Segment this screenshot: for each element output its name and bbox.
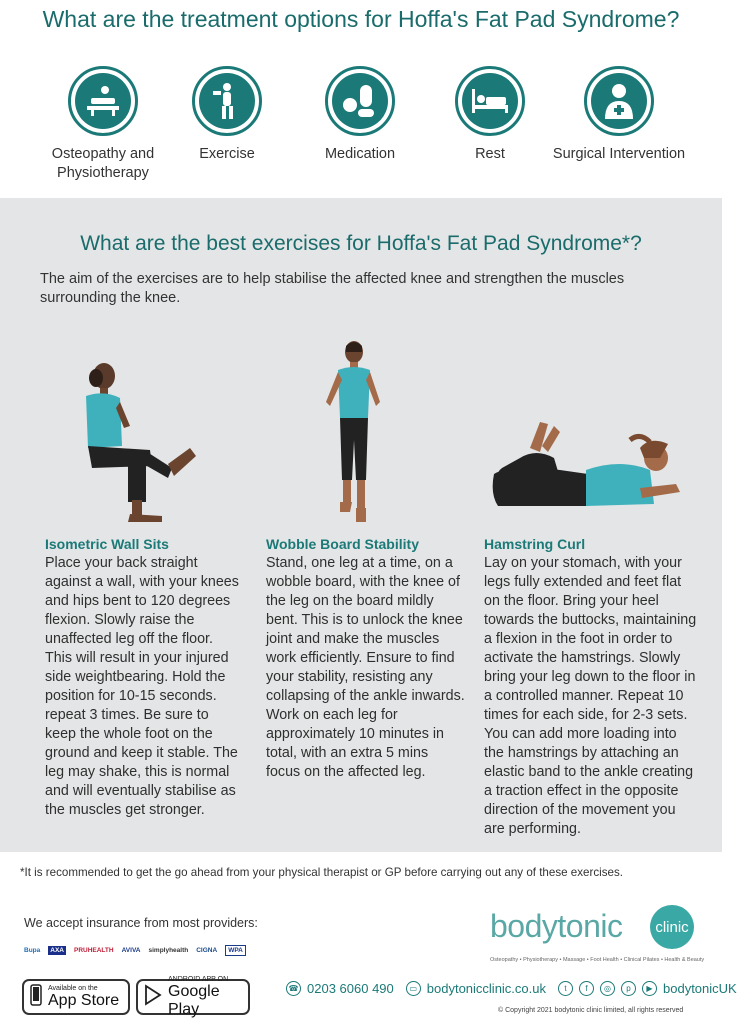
massage-icon bbox=[75, 73, 131, 129]
contact-website[interactable]: bodytonicclinic.co.uk bbox=[426, 981, 546, 996]
apple-phone-icon bbox=[30, 984, 42, 1011]
web-icon: ▭ bbox=[406, 981, 421, 996]
exercise-isometric-wall-sits bbox=[45, 536, 241, 820]
youtube-icon[interactable]: ▶ bbox=[642, 981, 657, 996]
wall-sit-illustration bbox=[72, 356, 202, 528]
exercise-hamstring-curl bbox=[484, 536, 700, 839]
app-store-button[interactable] bbox=[22, 979, 130, 1015]
exercise-wobble-board bbox=[266, 536, 466, 782]
contact-bar bbox=[286, 981, 737, 996]
google-play-label: Google Play bbox=[168, 982, 220, 1018]
exercises-aim: The aim of the exercises are to help stabilise the affected knee and strengthen the muscles surrounding the knee. bbox=[40, 271, 625, 306]
exercises-title: What are the best exercises for Hoffa's Fat Pad Syndrome*? bbox=[80, 232, 642, 255]
exercise-description: Lay on your stomach, with your legs fully extended and feet flat on the floor. Bring your heel towards the buttocks, maintaining a flexion in the foot in order to activate the hamstrings. Slowly bring your leg down to the floor in a controlled manner. Repeat 10 times for each side, for 2-3 sets. You can add more loading into the hamstrings by attaching an elastic band to the ankle creating a traction effect in the opposite direction of the movement you are performing. bbox=[484, 555, 697, 837]
option-label: Exercise bbox=[199, 146, 255, 162]
bed-icon bbox=[462, 73, 518, 129]
logo-wordmark: bodytonic bbox=[490, 908, 623, 944]
option-exercise bbox=[152, 66, 302, 164]
provider-logo: simplyhealth bbox=[148, 946, 189, 954]
exercise-description: Stand, one leg at a time, on a wobble board, with the knee of the leg on the board mildly bent. This is to unlock the knee joint and make the muscles work efficiently. Ensure to find your stability, resisting any collapsing of the ankle inwards. Work on each leg for approximately 10 minutes in total, with an extra 5 mins focus on the affected leg. bbox=[266, 555, 465, 780]
treatment-section bbox=[0, 0, 722, 198]
exercise-title: Hamstring Curl bbox=[484, 536, 586, 552]
option-label: Osteopathy and Physiotherapy bbox=[51, 146, 155, 181]
twitter-icon[interactable]: t bbox=[558, 981, 573, 996]
facebook-icon[interactable]: f bbox=[579, 981, 594, 996]
contact-social-handle[interactable]: bodytonicUK bbox=[663, 981, 737, 996]
exercise-title: Isometric Wall Sits bbox=[45, 536, 169, 552]
google-play-small: ANDROID APP ON bbox=[168, 975, 229, 983]
google-play-button[interactable] bbox=[136, 975, 250, 1018]
provider-logo: AXA bbox=[50, 946, 64, 954]
copyright: © Copyright 2021 bodytonic clinic limited, all rights reserved bbox=[498, 1007, 684, 1014]
treatment-title: What are the treatment options for Hoffa's Fat Pad Syndrome? bbox=[42, 6, 680, 32]
exercise-title: Wobble Board Stability bbox=[266, 536, 419, 552]
logo-tagline: Osteopathy • Physiotherapy • Massage • Foot Health • Clinical Pilates • Health & Beauty bbox=[490, 957, 705, 963]
option-label: Rest bbox=[475, 146, 505, 162]
contact-phone[interactable]: 0203 6060 490 bbox=[307, 981, 394, 996]
provider-logo: PRUHEALTH bbox=[73, 946, 114, 954]
wobble-board-illustration bbox=[312, 340, 392, 524]
logo-badge: clinic bbox=[650, 905, 694, 949]
instagram-icon[interactable]: ◎ bbox=[600, 981, 615, 996]
insurance-logos bbox=[24, 940, 254, 960]
provider-logo: WPA bbox=[225, 945, 246, 956]
option-label: Medication bbox=[324, 146, 396, 162]
provider-logo: AVIVA bbox=[121, 946, 141, 954]
app-store-small: Available on the bbox=[48, 984, 98, 992]
option-rest bbox=[415, 66, 565, 164]
pinterest-icon[interactable]: p bbox=[621, 981, 636, 996]
bodytonic-logo[interactable] bbox=[490, 905, 710, 965]
exercise-icon bbox=[199, 73, 255, 129]
provider-logo: Bupa bbox=[24, 946, 41, 954]
exercise-description: Place your back straight against a wall, with your knees and hips bent to 120 degrees flexion. Slowly raise the unaffected leg off the floor. This will result in your injured side weightbearing. Hold the position for 10-15 seconds. repeat 3 times. Be sure to keep the whole foot on the ground and keep it stable. The leg may shake, this is normal and will eventually stabilise as the muscles get stronger. bbox=[45, 555, 239, 818]
option-label: Surgical Intervention bbox=[552, 146, 686, 162]
footnote: *It is recommended to get the go ahead from your physical therapist or GP before carrying out any of these exercises. bbox=[20, 866, 623, 879]
phone-icon: ☎ bbox=[286, 981, 301, 996]
option-medication bbox=[285, 66, 435, 164]
insurance-text: We accept insurance from most providers: bbox=[24, 916, 258, 930]
pills-icon bbox=[332, 73, 388, 129]
app-store-label: App Store bbox=[48, 991, 120, 1009]
option-surgical bbox=[544, 66, 694, 164]
treatment-options bbox=[28, 66, 708, 186]
doctor-icon bbox=[591, 73, 647, 129]
hamstring-curl-illustration bbox=[490, 418, 690, 518]
provider-logo: CIGNA bbox=[196, 946, 218, 954]
play-icon bbox=[144, 985, 162, 1010]
